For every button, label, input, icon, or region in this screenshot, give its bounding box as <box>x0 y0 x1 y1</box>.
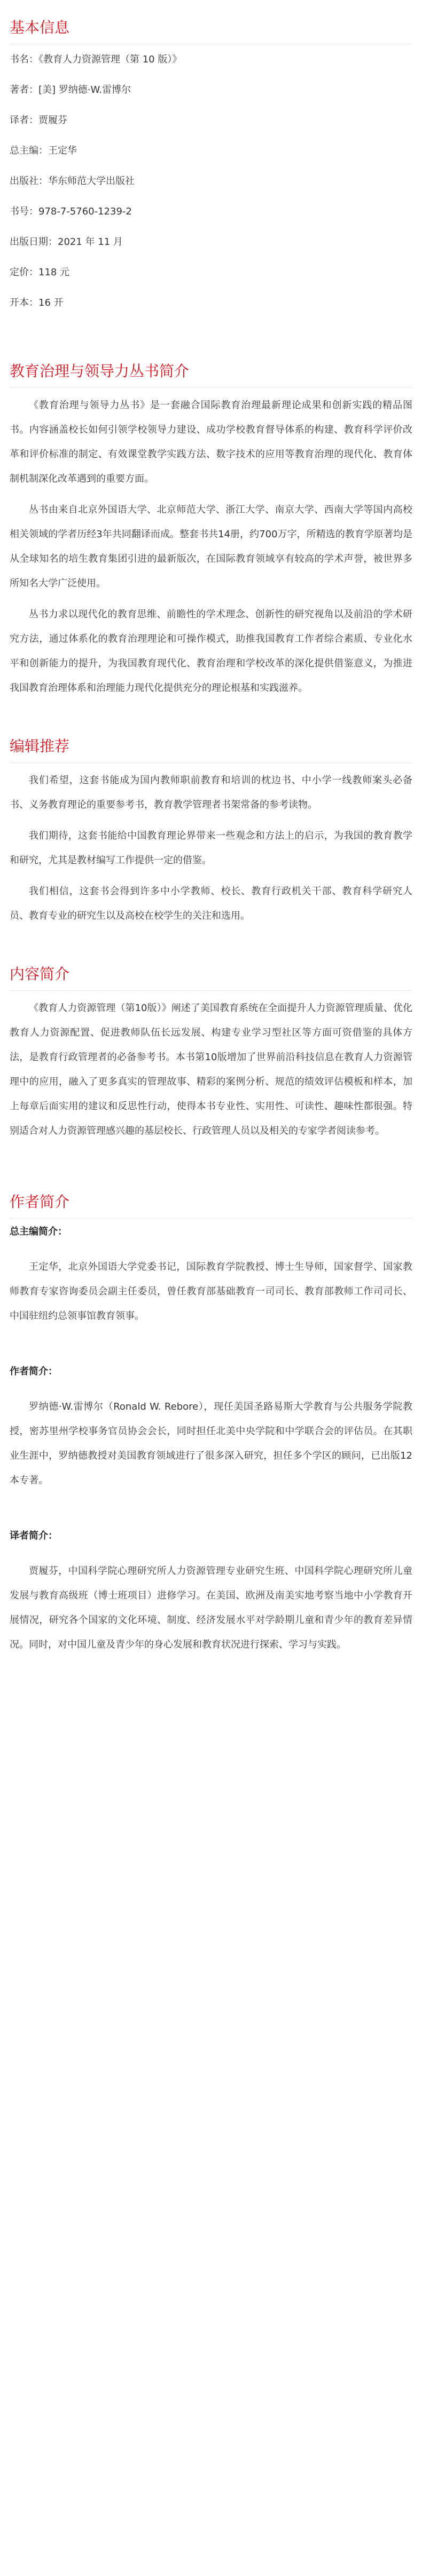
editor-recommendation-paragraph: 我们期待，这套书能给中国教育理论界带来一些观念和方法上的启示，为我国的教育教学和研究，尤其是教材编写工作提供一定的借鉴。 <box>10 830 412 866</box>
translator-subheading: 译者简介： <box>10 1530 58 1541</box>
content-intro-paragraph: 《教育人力资源管理（第10版）》阐述了美国教育系统在全面提升人力资源管理质量、优化教育人力资源配置、促进教师队伍长远发展、构建专业学习型社区等方面可资借鉴的具体方法，是教育行政管理者的必备参考书。本书第10版增加了世界前沿科技信息在教育人力资源管理中的应用，融入了更多真实的管理故事、精彩的案例分析、规范的绩效评估模板和样本，加上每章后面实用的建议和反思性行动，使得本书专业性、实用性、可读性、趣味性都很强。特别适合对人力资源管理感兴趣的基层校长、行政管理人员以及相关的专家学者阅读参考。 <box>10 1003 412 1136</box>
series-intro-paragraph: 丛书由来自北京外国语大学、北京师范大学、浙江大学、南京大学、西南大学等国内高校相关领域的学者历经3年共同翻译而成。整套书共14册，约700万字，所精选的教育学原著均是从全球知名的培生教育集团引进的最新版次，在国际教育领域享有较高的学术声誉，被世界多所知名大学广泛使用。 <box>10 504 412 589</box>
meta-row-translator: 译者：贾履芬 <box>10 115 67 126</box>
section-heading-content-intro: 内容简介 <box>10 958 412 991</box>
meta-row-isbn: 书号：978-7-5760-1239-2 <box>10 206 132 217</box>
basic-info-section <box>10 12 412 311</box>
translator-block <box>10 1528 412 1657</box>
editor-recommendation-paragraph: 我们相信，这套书会得到许多中小学教师、校长、教育行政机关干部、教育科学研究人员、教育专业的研究生以及高校在校学生的关注和选用。 <box>10 886 412 921</box>
meta-row-publisher: 出版社：华东师范大学出版社 <box>10 176 135 187</box>
content-intro-section <box>10 958 412 1143</box>
author-intro-section <box>10 1186 412 1657</box>
editor-recommendation-section <box>10 730 412 928</box>
author-subheading: 作者简介： <box>10 1366 58 1377</box>
section-heading-series-intro: 教育治理与领导力丛书简介 <box>10 355 412 388</box>
chief-editor-subheading: 总主编简介： <box>10 1226 67 1237</box>
meta-row-title: 书名：《教育人力资源管理（第 10 版）》 <box>10 54 182 65</box>
series-intro-paragraph: 《教育治理与领导力丛书》是一套融合国际教育治理最新理论成果和创新实践的精品图书。内容涵盖校长如何引领学校领导力建设、成功学校教育督导体系的构建、教育科学评价改革和评价标准的制定、有效课堂教学实践方法、数字技术的应用等教育治理的现代化、教育体制机制深化改革遇到的重要方面。 <box>10 400 412 484</box>
series-intro-section <box>10 355 412 701</box>
translator-bio: 贾履芬，中国科学院心理研究所人力资源管理专业研究生班、中国科学院心理研究所儿童发展与教育高级班（博士班项目）进修学习。在美国、欧洲及南美实地考察当地中小学教育开展情况，研究各个国家的文化环境、制度、经济发展水平对学龄期儿童和青少年的教育差异情况。同时，对中国儿童及青少年的身心发展和教育状况进行探索、学习与实践。 <box>10 1565 412 1650</box>
author-block <box>10 1364 412 1493</box>
meta-row-author: 著者：[美] 罗纳德·W.雷博尔 <box>10 84 131 96</box>
meta-row-chief-editor: 总主编：王定华 <box>10 145 77 156</box>
basic-info-list <box>10 44 412 311</box>
meta-row-price: 定价：118 元 <box>10 267 70 278</box>
series-intro-paragraph: 丛书力求以现代化的教育思维、前瞻性的学术理念、创新性的研究视角以及前沿的学术研究方法，通过体系化的教育治理理论和可操作模式，助推我国教育工作者综合素质、专业化水平和创新能力的提升，为我国教育现代化、教育治理和学校改革的深化提供借鉴意义，为推进我国教育治理体系和治理能力现代化提供充分的理论根基和实践滋养。 <box>10 609 412 694</box>
section-heading-editor-recommendation: 编辑推荐 <box>10 730 412 763</box>
chief-editor-bio: 王定华，北京外国语大学党委书记，国际教育学院教授、博士生导师，国家督学、国家教师教育专家咨询委员会副主任委员，曾任教育部基础教育一司司长、教育部教师工作司司长、中国驻纽约总领事馆教育领事。 <box>10 1261 412 1322</box>
editor-recommendation-paragraph: 我们希望，这套书能成为国内教师职前教育和培训的枕边书、中小学一线教师案头必备书、义务教育理论的重要参考书，教育教学管理者书架常备的参考读物。 <box>10 775 412 810</box>
section-heading-basic-info: 基本信息 <box>10 12 412 44</box>
section-heading-author-intro: 作者简介 <box>10 1186 412 1219</box>
chief-editor-block <box>10 1224 412 1329</box>
author-bio: 罗纳德·W.雷博尔（Ronald W. Rebore），现任美国圣路易斯大学教育与公共服务学院教授，密苏里州学校事务官员协会会长，同时担任北美中央学院和中学联合会的评估员。在其职业生涯中，罗纳德教授对美国教育领域进行了很多深入研究，担任多个学区的顾问，已出版12本专著。 <box>10 1401 412 1486</box>
meta-row-format: 开本：16 开 <box>10 297 64 308</box>
meta-row-pub-date: 出版日期：2021 年 11 月 <box>10 236 123 248</box>
